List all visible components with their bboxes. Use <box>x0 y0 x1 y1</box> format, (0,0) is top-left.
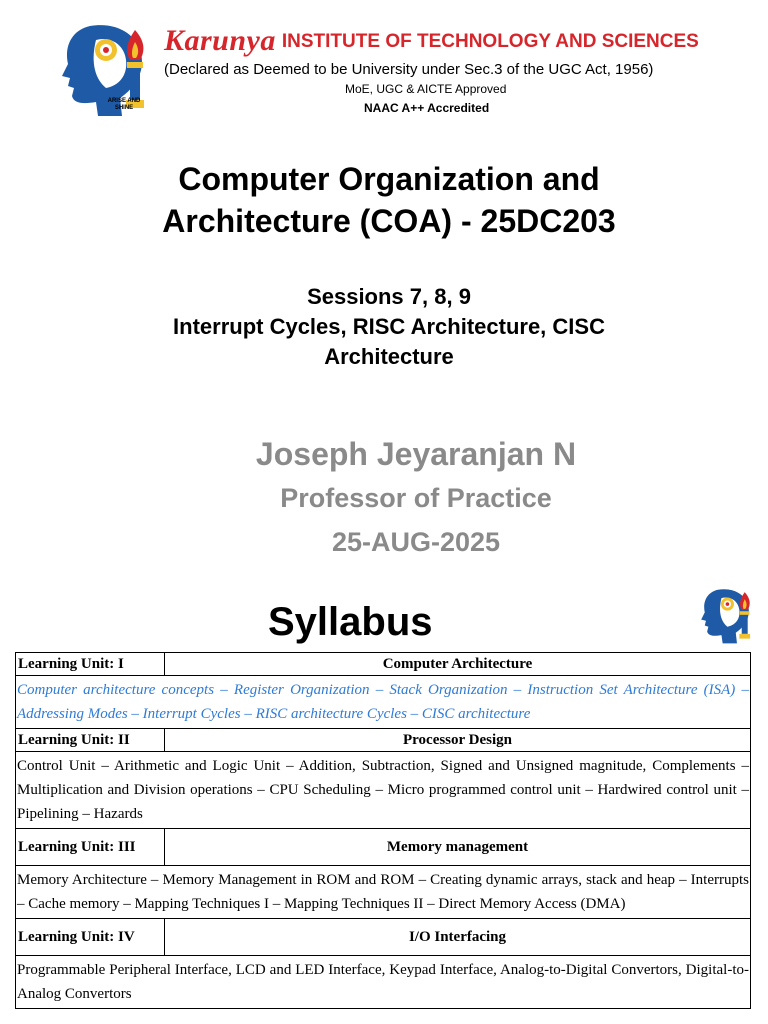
author-name: Joseph Jeyaranjan N <box>255 436 577 472</box>
unit-topic: I/O Interfacing <box>165 919 751 956</box>
sessions-line-2: Interrupt Cycles, RISC Architecture, CISC <box>173 314 605 339</box>
table-row <box>16 866 751 919</box>
syllabus-table <box>15 652 751 1009</box>
karunya-logo-small-icon <box>700 586 762 646</box>
institute-name <box>164 24 699 58</box>
unit-content: Control Unit – Arithmetic and Logic Unit – Addition, Subtraction, Signed and Unsigned magnitude, Complements – Multiplication and Division operations – CPU Scheduling – Micro programmed control unit – Hardwired control unit – Pipelining – Hazards <box>16 752 751 829</box>
course-title <box>0 158 768 242</box>
table-row <box>16 829 751 866</box>
course-title-line-1: Computer Organization and <box>178 161 600 197</box>
unit-label: Learning Unit: I <box>16 653 165 676</box>
unit-content: Programmable Peripheral Interface, LCD and LED Interface, Keypad Interface, Analog-to-Digital Convertors, Digital-to-Analog Convertors <box>16 956 751 1009</box>
unit-label: Learning Unit: IV <box>16 919 165 956</box>
approved-line: MoE, UGC & AICTE Approved <box>345 82 507 96</box>
unit-topic: Memory management <box>165 829 751 866</box>
table-row <box>16 752 751 829</box>
author-role: Professor of Practice <box>280 483 552 513</box>
unit-label: Learning Unit: III <box>16 829 165 866</box>
table-row <box>16 919 751 956</box>
institute-name-rest: INSTITUTE OF TECHNOLOGY AND SCIENCES <box>281 31 699 52</box>
table-row <box>16 729 751 752</box>
brand-word: Karunya <box>164 24 276 57</box>
sessions-block <box>0 282 768 372</box>
unit-topic: Processor Design <box>165 729 751 752</box>
accreditation-line: NAAC A++ Accredited <box>364 101 490 115</box>
course-title-line-2: Architecture (COA) - 25DC203 <box>162 203 616 239</box>
logo-motto: ARISE AND SHINE <box>107 98 141 111</box>
table-row <box>16 653 751 676</box>
sessions-line-3: Architecture <box>324 344 454 369</box>
unit-topic: Computer Architecture <box>165 653 751 676</box>
table-row <box>16 676 751 729</box>
unit-content: Memory Architecture – Memory Management in ROM and ROM – Creating dynamic arrays, stack and heap – Interrupts – Cache memory – Mapping Techniques I – Mapping Techniques II – Direct Memory Access (DMA) <box>16 866 751 919</box>
sessions-line-1: Sessions 7, 8, 9 <box>307 284 471 309</box>
presentation-date: 25-AUG-2025 <box>331 527 501 557</box>
syllabus-heading: Syllabus <box>268 600 433 644</box>
unit-label: Learning Unit: II <box>16 729 165 752</box>
author-block <box>0 432 768 562</box>
table-row <box>16 956 751 1009</box>
unit-content: Computer architecture concepts – Register Organization – Stack Organization – Instruction Set Architecture (ISA) – Addressing Modes – Interrupt Cycles – RISC architecture Cycles – CISC architecture <box>16 676 751 729</box>
declared-line: (Declared as Deemed to be University under Sec.3 of the UGC Act, 1956) <box>164 61 654 78</box>
